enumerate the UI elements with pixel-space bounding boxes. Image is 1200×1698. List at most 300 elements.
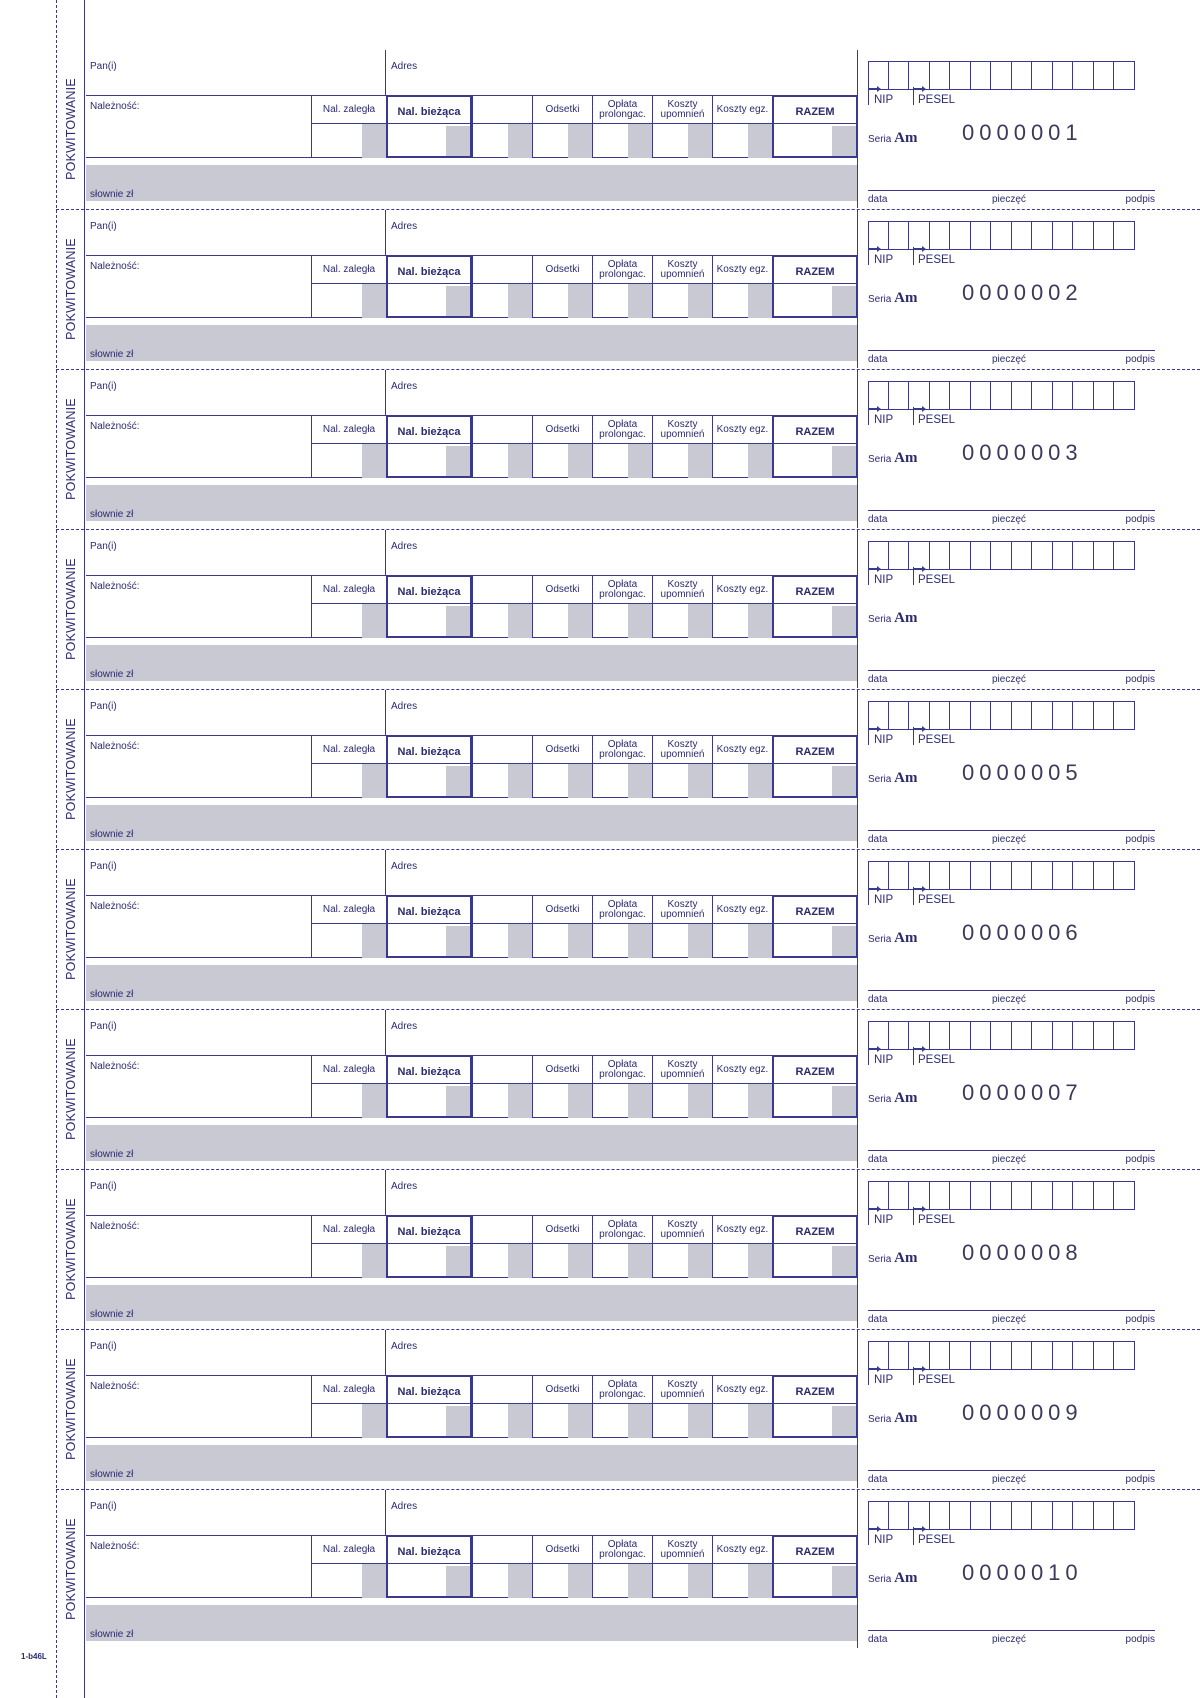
id-digit-box[interactable] xyxy=(950,381,971,410)
id-digit-box[interactable] xyxy=(1114,1341,1135,1370)
id-digit-box[interactable] xyxy=(1094,1181,1115,1210)
id-digit-box[interactable] xyxy=(1073,1341,1094,1370)
pesel-arrow-icon xyxy=(913,1208,923,1209)
id-digit-box[interactable] xyxy=(909,1501,930,1530)
amount-input-cell[interactable] xyxy=(446,766,470,796)
series-label: Seria Am xyxy=(868,130,918,146)
id-digit-box[interactable] xyxy=(991,381,1012,410)
amount-input-cell[interactable] xyxy=(748,924,772,958)
id-digit-box[interactable] xyxy=(1012,1181,1033,1210)
amount-input-cell[interactable] xyxy=(688,1084,712,1118)
id-digit-box[interactable] xyxy=(1032,61,1053,90)
amount-input-cell[interactable] xyxy=(832,926,856,956)
id-digit-box[interactable] xyxy=(1094,1341,1115,1370)
id-digit-box[interactable] xyxy=(1032,381,1053,410)
amount-input-cell[interactable] xyxy=(362,604,386,638)
id-digit-box[interactable] xyxy=(1094,861,1115,890)
id-digit-box[interactable] xyxy=(1053,701,1074,730)
amount-column xyxy=(311,735,386,798)
amount-input-cell[interactable] xyxy=(832,606,856,636)
id-digit-box[interactable] xyxy=(889,61,910,90)
amount-input-cell[interactable] xyxy=(688,444,712,478)
amount-input-cell[interactable] xyxy=(568,1084,592,1118)
amount-column xyxy=(592,735,652,798)
id-digit-box[interactable] xyxy=(1073,1181,1094,1210)
amount-column xyxy=(652,415,712,478)
amount-input-cell[interactable] xyxy=(688,1564,712,1598)
amount-input-cell[interactable] xyxy=(446,1086,470,1116)
amount-column xyxy=(311,1535,386,1598)
receipt-side-label: POKWITOWANIE xyxy=(64,238,78,340)
id-digit-box[interactable] xyxy=(1053,1181,1074,1210)
nip-pesel-digit-boxes xyxy=(868,1181,1135,1210)
id-digit-box[interactable] xyxy=(950,701,971,730)
amount-column xyxy=(772,1375,858,1438)
address-label: Adres xyxy=(391,1021,418,1032)
amount-input-cell[interactable] xyxy=(688,284,712,318)
amount-column xyxy=(386,1215,472,1278)
receipt-number: 0000003 xyxy=(962,440,1083,465)
series-label: Seria Am xyxy=(868,1090,918,1106)
date-label: data xyxy=(868,194,888,205)
column-header: Nal. zaległa xyxy=(322,263,376,275)
signature-label: podpis xyxy=(1125,994,1155,1005)
amount-input-cell[interactable] xyxy=(568,124,592,158)
amounts-table xyxy=(311,95,858,158)
column-header: Koszty upomnień xyxy=(660,898,705,920)
id-digit-box[interactable] xyxy=(1012,701,1033,730)
amount-input-cell[interactable] xyxy=(688,124,712,158)
id-digit-box[interactable] xyxy=(1114,221,1135,250)
signature-label: podpis xyxy=(1125,1154,1155,1165)
id-digit-box[interactable] xyxy=(1073,1501,1094,1530)
amount-input-cell[interactable] xyxy=(628,1564,652,1598)
amount-top-line xyxy=(86,735,311,736)
id-digit-box[interactable] xyxy=(889,861,910,890)
id-digit-box[interactable] xyxy=(909,1181,930,1210)
id-digit-box[interactable] xyxy=(930,1021,951,1050)
amount-input-cell[interactable] xyxy=(362,1084,386,1118)
amount-input-cell[interactable] xyxy=(832,286,856,316)
id-digit-box[interactable] xyxy=(1053,1501,1074,1530)
nip-marker xyxy=(868,247,869,265)
id-digit-box[interactable] xyxy=(950,221,971,250)
column-header: RAZEM xyxy=(795,105,835,118)
id-digit-box[interactable] xyxy=(1012,1021,1033,1050)
id-digit-box[interactable] xyxy=(1094,701,1115,730)
id-digit-box[interactable] xyxy=(1032,1341,1053,1370)
amount-input-cell[interactable] xyxy=(446,446,470,476)
id-digit-box[interactable] xyxy=(1073,381,1094,410)
amount-column xyxy=(652,1055,712,1118)
id-digit-box[interactable] xyxy=(1114,1501,1135,1530)
id-digit-box[interactable] xyxy=(1012,381,1033,410)
amount-input-cell[interactable] xyxy=(628,1244,652,1278)
amount-column xyxy=(311,1215,386,1278)
id-digit-box[interactable] xyxy=(909,701,930,730)
id-digit-box[interactable] xyxy=(971,1341,992,1370)
amount-column xyxy=(592,95,652,158)
id-digit-box[interactable] xyxy=(1032,221,1053,250)
amount-input-cell[interactable] xyxy=(748,124,772,158)
amount-input-cell[interactable] xyxy=(362,444,386,478)
id-digit-box[interactable] xyxy=(1012,221,1033,250)
amount-input-cell[interactable] xyxy=(628,604,652,638)
id-digit-box[interactable] xyxy=(1053,221,1074,250)
id-digit-box[interactable] xyxy=(971,1181,992,1210)
id-digit-box[interactable] xyxy=(1053,1341,1074,1370)
nip-pesel-digit-boxes xyxy=(868,701,1135,730)
amount-input-cell[interactable] xyxy=(688,764,712,798)
series-label: Seria Am xyxy=(868,290,918,306)
column-header: Odsetki xyxy=(545,903,580,915)
signature-line xyxy=(868,350,1155,351)
receipt-side-label: POKWITOWANIE xyxy=(64,1198,78,1300)
id-digit-box[interactable] xyxy=(1012,1341,1033,1370)
id-digit-box[interactable] xyxy=(930,1501,951,1530)
amount-input-cell[interactable] xyxy=(832,1566,856,1596)
id-digit-box[interactable] xyxy=(971,221,992,250)
pesel-marker xyxy=(913,1527,914,1545)
id-digit-box[interactable] xyxy=(1073,861,1094,890)
id-digit-box[interactable] xyxy=(991,1501,1012,1530)
id-digit-box[interactable] xyxy=(930,541,951,570)
nip-marker xyxy=(868,1527,869,1545)
id-digit-box[interactable] xyxy=(950,1181,971,1210)
id-digit-box[interactable] xyxy=(1032,1501,1053,1530)
amount-input-cell[interactable] xyxy=(508,1244,532,1278)
id-digit-box[interactable] xyxy=(1114,61,1135,90)
amount-input-cell[interactable] xyxy=(748,764,772,798)
amount-column xyxy=(472,95,532,158)
amount-input-cell[interactable] xyxy=(628,284,652,318)
id-digit-box[interactable] xyxy=(1032,1181,1053,1210)
amount-in-words-field[interactable] xyxy=(86,645,857,681)
id-digit-box[interactable] xyxy=(1094,541,1115,570)
id-digit-box[interactable] xyxy=(1012,861,1033,890)
column-header: Odsetki xyxy=(545,103,580,115)
amount-input-cell[interactable] xyxy=(832,126,856,156)
id-digit-box[interactable] xyxy=(991,61,1012,90)
receipt xyxy=(0,50,1200,210)
amount-input-cell[interactable] xyxy=(748,1084,772,1118)
amount-input-cell[interactable] xyxy=(568,444,592,478)
amount-input-cell[interactable] xyxy=(568,764,592,798)
amount-input-cell[interactable] xyxy=(628,924,652,958)
amount-input-cell[interactable] xyxy=(748,1244,772,1278)
amount-input-cell[interactable] xyxy=(362,924,386,958)
stamp-label: pieczęć xyxy=(992,674,1026,685)
id-digit-box[interactable] xyxy=(889,541,910,570)
id-digit-box[interactable] xyxy=(1073,61,1094,90)
id-digit-box[interactable] xyxy=(950,541,971,570)
amount-input-cell[interactable] xyxy=(748,604,772,638)
id-digit-box[interactable] xyxy=(1053,861,1074,890)
amount-column xyxy=(386,1535,472,1598)
column-header: Koszty upomnień xyxy=(660,1058,705,1080)
column-header: RAZEM xyxy=(795,1065,835,1078)
pesel-label: PESEL xyxy=(918,94,956,106)
amount-input-cell[interactable] xyxy=(748,1404,772,1438)
id-digit-box[interactable] xyxy=(950,861,971,890)
amount-input-cell[interactable] xyxy=(832,1246,856,1276)
amount-input-cell[interactable] xyxy=(568,1564,592,1598)
id-digit-box[interactable] xyxy=(991,541,1012,570)
id-digit-box[interactable] xyxy=(889,221,910,250)
id-digit-box[interactable] xyxy=(909,541,930,570)
id-digit-box[interactable] xyxy=(1094,381,1115,410)
id-digit-box[interactable] xyxy=(1114,1181,1135,1210)
id-digit-box[interactable] xyxy=(1094,1501,1115,1530)
amount-bottom-line xyxy=(86,1597,311,1598)
receipt-number: 0000009 xyxy=(962,1400,1083,1425)
id-digit-box[interactable] xyxy=(1073,541,1094,570)
amount-column xyxy=(592,1215,652,1278)
amount-column xyxy=(386,575,472,638)
receipt-number: 0000006 xyxy=(962,920,1083,945)
id-digit-box[interactable] xyxy=(971,61,992,90)
amount-input-cell[interactable] xyxy=(508,284,532,318)
id-digit-box[interactable] xyxy=(909,1021,930,1050)
payer-name-label: Pan(i) xyxy=(90,1021,117,1032)
id-digit-box[interactable] xyxy=(1053,381,1074,410)
receipt-number: 0000008 xyxy=(962,1240,1083,1265)
id-digit-box[interactable] xyxy=(1114,701,1135,730)
id-digit-box[interactable] xyxy=(991,861,1012,890)
amount-input-cell[interactable] xyxy=(688,1244,712,1278)
id-digit-box[interactable] xyxy=(1114,861,1135,890)
id-digit-box[interactable] xyxy=(1073,701,1094,730)
id-digit-box[interactable] xyxy=(971,541,992,570)
id-digit-box[interactable] xyxy=(909,221,930,250)
amount-input-cell[interactable] xyxy=(688,924,712,958)
column-header: Koszty upomnień xyxy=(660,258,705,280)
id-digit-box[interactable] xyxy=(950,61,971,90)
name-address-divider xyxy=(385,1330,386,1375)
id-digit-box[interactable] xyxy=(971,861,992,890)
amount-input-cell[interactable] xyxy=(832,446,856,476)
id-digit-box[interactable] xyxy=(950,1021,971,1050)
id-digit-box[interactable] xyxy=(909,1341,930,1370)
series-label: Seria Am xyxy=(868,1250,918,1266)
id-digit-box[interactable] xyxy=(930,701,951,730)
id-digit-box[interactable] xyxy=(991,221,1012,250)
amount-in-words-field[interactable] xyxy=(86,1605,857,1641)
amount-input-cell[interactable] xyxy=(446,1566,470,1596)
amount-input-cell[interactable] xyxy=(446,1406,470,1436)
id-digit-box[interactable] xyxy=(991,1181,1012,1210)
id-digit-box[interactable] xyxy=(930,861,951,890)
receipt xyxy=(0,690,1200,850)
id-digit-box[interactable] xyxy=(1032,541,1053,570)
id-digit-box[interactable] xyxy=(1012,541,1033,570)
id-digit-box[interactable] xyxy=(889,1021,910,1050)
amount-input-cell[interactable] xyxy=(628,444,652,478)
amount-input-cell[interactable] xyxy=(568,284,592,318)
id-digit-box[interactable] xyxy=(889,701,910,730)
amount-input-cell[interactable] xyxy=(628,124,652,158)
nip-pesel-digit-boxes xyxy=(868,381,1135,410)
id-digit-box[interactable] xyxy=(1032,1021,1053,1050)
series-code: Am xyxy=(894,930,918,946)
id-digit-box[interactable] xyxy=(1114,541,1135,570)
form-code: 1-b46L xyxy=(21,1652,47,1661)
receipt-number: 0000001 xyxy=(962,120,1083,145)
id-digit-box[interactable] xyxy=(1032,861,1053,890)
id-digit-box[interactable] xyxy=(889,1181,910,1210)
amount-in-words-field[interactable] xyxy=(86,965,857,1001)
amount-column xyxy=(532,735,592,798)
id-digit-box[interactable] xyxy=(950,1341,971,1370)
amount-input-cell[interactable] xyxy=(568,924,592,958)
id-digit-box[interactable] xyxy=(1053,541,1074,570)
id-digit-box[interactable] xyxy=(991,1341,1012,1370)
amount-input-cell[interactable] xyxy=(446,126,470,156)
amount-input-cell[interactable] xyxy=(362,124,386,158)
amount-in-words-field[interactable] xyxy=(86,325,857,361)
id-digit-box[interactable] xyxy=(909,861,930,890)
amount-input-cell[interactable] xyxy=(508,604,532,638)
stamp-label: pieczęć xyxy=(992,994,1026,1005)
amount-bottom-line xyxy=(86,797,311,798)
amount-input-cell[interactable] xyxy=(832,1406,856,1436)
amount-input-cell[interactable] xyxy=(568,604,592,638)
amount-input-cell[interactable] xyxy=(362,284,386,318)
column-header: Odsetki xyxy=(545,583,580,595)
amount-in-words-field[interactable] xyxy=(86,165,857,201)
amount-input-cell[interactable] xyxy=(832,766,856,796)
id-digit-box[interactable] xyxy=(909,381,930,410)
amount-input-cell[interactable] xyxy=(628,764,652,798)
amount-input-cell[interactable] xyxy=(508,444,532,478)
id-digit-box[interactable] xyxy=(991,1021,1012,1050)
column-header: Opłata prolongac. xyxy=(599,898,646,920)
id-digit-box[interactable] xyxy=(950,1501,971,1530)
id-digit-box[interactable] xyxy=(971,701,992,730)
id-digit-box[interactable] xyxy=(889,381,910,410)
amount-input-cell[interactable] xyxy=(508,764,532,798)
id-digit-box[interactable] xyxy=(991,701,1012,730)
pesel-label: PESEL xyxy=(918,734,956,746)
id-digit-box[interactable] xyxy=(909,61,930,90)
amount-input-cell[interactable] xyxy=(568,1244,592,1278)
id-digit-box[interactable] xyxy=(930,1341,951,1370)
id-digit-box[interactable] xyxy=(1094,1021,1115,1050)
amount-input-cell[interactable] xyxy=(446,606,470,636)
amount-in-words-label: słownie zł xyxy=(90,1149,134,1160)
column-header: Opłata prolongac. xyxy=(599,1218,646,1240)
amount-input-cell[interactable] xyxy=(446,286,470,316)
amount-in-words-field[interactable] xyxy=(86,1285,857,1321)
amount-bottom-line xyxy=(86,957,311,958)
id-digit-box[interactable] xyxy=(1114,1021,1135,1050)
amount-in-words-field[interactable] xyxy=(86,485,857,521)
column-header: Koszty egz. xyxy=(716,743,769,755)
amount-input-cell[interactable] xyxy=(688,604,712,638)
amount-input-cell[interactable] xyxy=(362,1244,386,1278)
id-digit-box[interactable] xyxy=(971,1021,992,1050)
amount-input-cell[interactable] xyxy=(446,926,470,956)
amount-top-line xyxy=(86,1535,311,1536)
amount-input-cell[interactable] xyxy=(508,124,532,158)
id-digit-box[interactable] xyxy=(930,61,951,90)
amount-input-cell[interactable] xyxy=(832,1086,856,1116)
id-digit-box[interactable] xyxy=(889,1501,910,1530)
amount-column xyxy=(532,1215,592,1278)
column-header: Nal. bieżąca xyxy=(397,105,461,118)
id-digit-box[interactable] xyxy=(930,381,951,410)
amount-input-cell[interactable] xyxy=(628,1084,652,1118)
id-digit-box[interactable] xyxy=(1114,381,1135,410)
column-header: Koszty upomnień xyxy=(660,98,705,120)
amount-input-cell[interactable] xyxy=(362,1564,386,1598)
id-digit-box[interactable] xyxy=(1012,61,1033,90)
id-digit-box[interactable] xyxy=(1073,1021,1094,1050)
amount-input-cell[interactable] xyxy=(508,1564,532,1598)
amount-top-line xyxy=(86,415,311,416)
amount-in-words-field[interactable] xyxy=(86,1125,857,1161)
amount-column xyxy=(386,1375,472,1438)
amount-column xyxy=(472,1055,532,1118)
pesel-arrow-icon xyxy=(913,248,923,249)
amount-input-cell[interactable] xyxy=(748,444,772,478)
amount-input-cell[interactable] xyxy=(508,1084,532,1118)
name-address-divider xyxy=(385,850,386,895)
amount-in-words-field[interactable] xyxy=(86,805,857,841)
column-header: Nal. zaległa xyxy=(322,743,376,755)
column-header: Nal. bieżąca xyxy=(397,905,461,918)
id-digit-box[interactable] xyxy=(930,1181,951,1210)
receipt-number: 0000007 xyxy=(962,1080,1083,1105)
receipt-side-label: POKWITOWANIE xyxy=(64,1038,78,1140)
id-digit-box[interactable] xyxy=(1073,221,1094,250)
amount-input-cell[interactable] xyxy=(446,1246,470,1276)
pesel-label: PESEL xyxy=(918,1214,956,1226)
amount-input-cell[interactable] xyxy=(508,924,532,958)
id-digit-box[interactable] xyxy=(889,1341,910,1370)
amount-input-cell[interactable] xyxy=(748,284,772,318)
amount-input-cell[interactable] xyxy=(362,764,386,798)
amount-input-cell[interactable] xyxy=(568,1404,592,1438)
amount-column xyxy=(472,1375,532,1438)
column-header: Nal. bieżąca xyxy=(397,1065,461,1078)
amount-column xyxy=(772,255,858,318)
amount-input-cell[interactable] xyxy=(628,1404,652,1438)
amount-top-line xyxy=(86,255,311,256)
id-digit-box[interactable] xyxy=(1094,221,1115,250)
amount-in-words-field[interactable] xyxy=(86,1445,857,1481)
nip-arrow-icon xyxy=(868,728,878,729)
column-header: Koszty upomnień xyxy=(660,1538,705,1560)
amount-input-cell[interactable] xyxy=(508,1404,532,1438)
id-digit-box[interactable] xyxy=(1053,1021,1074,1050)
nip-arrow-icon xyxy=(868,1048,878,1049)
date-label: data xyxy=(868,1474,888,1485)
id-digit-box[interactable] xyxy=(930,221,951,250)
pesel-marker xyxy=(913,1207,914,1225)
amount-input-cell[interactable] xyxy=(688,1404,712,1438)
id-digit-box[interactable] xyxy=(1012,1501,1033,1530)
id-digit-box[interactable] xyxy=(1094,61,1115,90)
id-digit-box[interactable] xyxy=(1053,61,1074,90)
name-address-divider xyxy=(385,210,386,255)
amount-input-cell[interactable] xyxy=(362,1404,386,1438)
pesel-label: PESEL xyxy=(918,254,956,266)
id-digit-box[interactable] xyxy=(971,1501,992,1530)
id-digit-box[interactable] xyxy=(971,381,992,410)
id-digit-box[interactable] xyxy=(1032,701,1053,730)
amount-input-cell[interactable] xyxy=(748,1564,772,1598)
